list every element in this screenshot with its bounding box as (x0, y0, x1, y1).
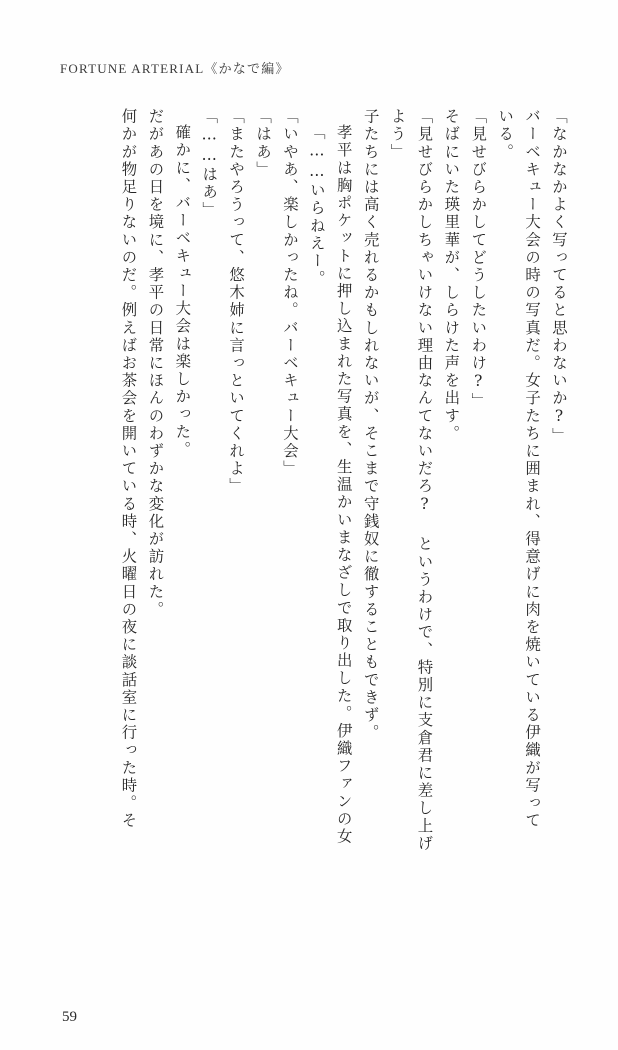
text-line: 確かに、バーベキュー大会は楽しかった。 (173, 124, 192, 459)
running-head-series: FORTUNE ARTERIAL (60, 61, 205, 76)
text-line: 「なかなかよく写ってると思わないか?」 (550, 108, 568, 445)
page-number: 59 (62, 1009, 77, 1025)
text-line: 「いやあ、楽しかったね。バーベキュー大会」 (280, 108, 299, 478)
text-line: 「……いらねえー。 (307, 124, 326, 288)
running-head (60, 58, 290, 77)
text-line: いる。 (496, 108, 515, 161)
text-line: バーベキュー大会の時の写真だ。女子たちに囲まれ、得意げに肉を焼いている伊織が写って (523, 108, 542, 830)
text-line: 子たちには高く売れるかもしれないが、そこまで守銭奴に徹することもできず。 (361, 108, 380, 742)
text-line: 「……はあ」 (200, 108, 219, 219)
text-line: そばにいた瑛里華が、しらけた声を出す。 (442, 108, 461, 443)
text-line: 何かが物足りないのだ。例えばお茶会を開いている時、火曜日の夜に談話室に行った時。そ (119, 108, 138, 830)
vertical-text-body (46, 108, 566, 970)
text-line: 「はあ」 (254, 108, 273, 179)
text-line: 「見せびらかしちゃいけない理由なんてないだろ? というわけで、特別に支倉君に差し上げ (415, 108, 434, 853)
text-line: 「またやろうって、悠木姉に言っといてくれよ」 (227, 108, 246, 496)
text-line: だがあの日を境に、孝平の日常にほんのわずかな変化が訪れた。 (146, 108, 165, 619)
text-line: 「見せびらかしてどうしたいわけ?」 (469, 108, 488, 410)
running-head-volume: 《かなで編》 (204, 61, 290, 76)
text-line: 孝平は胸ポケットに押し込まれた写真を、生温かいまなざしで取り出した。伊織ファンの女 (334, 124, 353, 846)
text-line: よう」 (388, 108, 407, 161)
